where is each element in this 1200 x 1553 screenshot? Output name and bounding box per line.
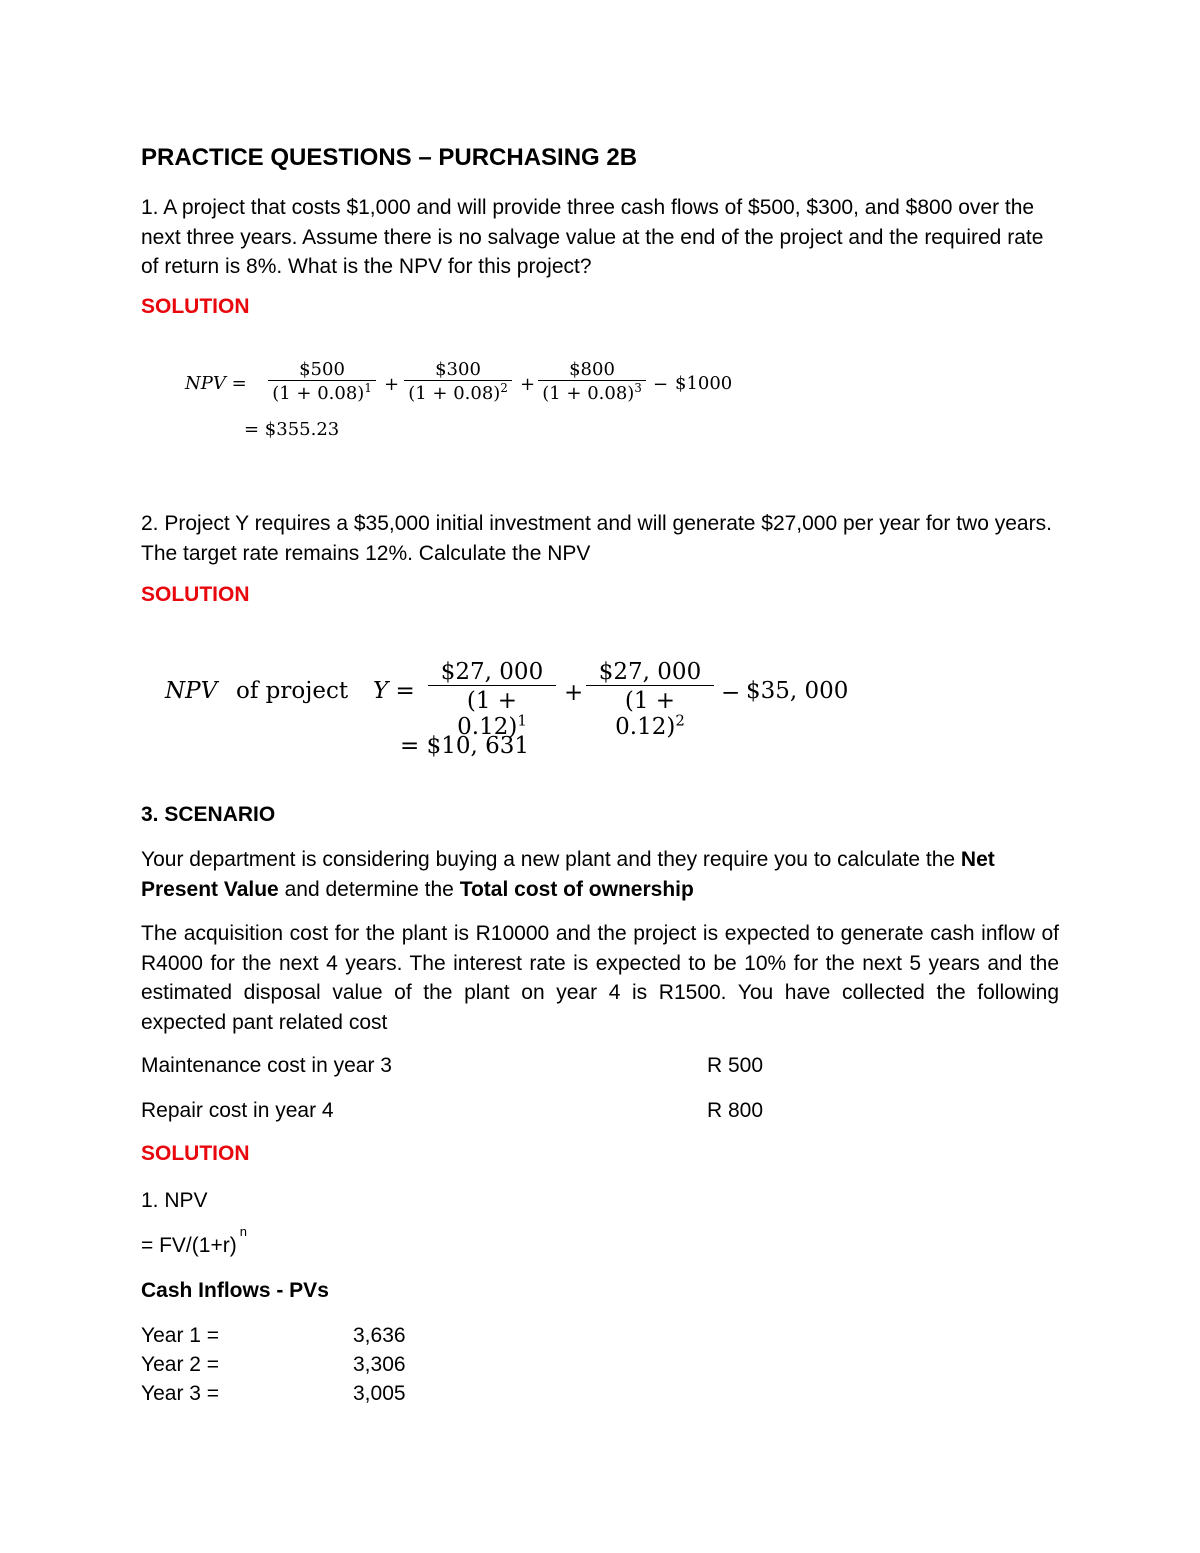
cost-value-maintenance: R 500: [707, 1054, 764, 1077]
q3-npv-formula: [141, 1224, 247, 1260]
q2-plus: +: [564, 680, 584, 706]
q1-den-2-base: (1 + 0.08): [408, 383, 501, 404]
q3-npv-item: 1. NPV: [141, 1189, 208, 1212]
page-title: PRACTICE QUESTIONS – PURCHASING 2B: [141, 144, 638, 171]
q1-formula-lhs: NPV =: [185, 373, 247, 394]
q3-intro-tco: Total cost of ownership: [459, 877, 694, 901]
q1-result: = $355.23: [244, 419, 340, 440]
q1-fraction-1: [268, 359, 376, 404]
q1-den-3-base: (1 + 0.08): [542, 383, 635, 404]
q2-num-2: $27, 000: [598, 659, 702, 685]
q3-solution-label: SOLUTION: [141, 1142, 250, 1165]
q3-npv-formula-exp: n: [239, 1224, 247, 1239]
q1-plus-2: +: [520, 374, 536, 395]
q2-formula-lhs-text: of project: [236, 678, 349, 704]
q1-den-2-exp: 2: [500, 381, 508, 395]
q2-formula-lhs-npv: NPV: [165, 678, 218, 704]
question-1-text: 1. A project that costs $1,000 and will provide three cash flows of $500, $300, and $800 over the next three years. Assume there is no salvage value at the end of the project and the required rate of return is 8%. What is the NPV for this project?: [141, 196, 1044, 278]
q1-den-2: [404, 380, 512, 404]
q1-plus-1: +: [384, 374, 400, 395]
q1-minus: −: [653, 374, 669, 395]
q2-cost: $35, 000: [746, 678, 849, 704]
q1-fraction-3: [538, 359, 646, 404]
cash-inflows-heading: Cash Inflows - PVs: [141, 1279, 329, 1302]
q1-num-1: $500: [299, 359, 345, 380]
q1-den-1: [268, 380, 376, 404]
inflow-value-year-3: 3,005: [353, 1382, 406, 1405]
q3-intro-mid: and determine the: [278, 877, 460, 901]
cost-label-maintenance: Maintenance cost in year 3: [141, 1054, 392, 1077]
q1-cost: $1000: [675, 373, 733, 394]
q1-num-2: $300: [435, 359, 481, 380]
q3-heading: 3. SCENARIO: [141, 803, 276, 826]
q1-den-3-exp: 3: [634, 381, 642, 395]
q1-solution-label: SOLUTION: [141, 295, 250, 318]
q2-den-1-exp: 1: [517, 711, 527, 730]
q2-fraction-2: [586, 659, 714, 740]
q2-den-1-base: (1 + 0.12): [457, 688, 518, 740]
q3-npv-formula-text: = FV/(1+r): [141, 1234, 237, 1257]
q2-minus: −: [721, 680, 741, 706]
q2-den-1: [428, 685, 556, 740]
inflow-label-year-3: Year 3 =: [141, 1382, 220, 1405]
inflow-label-year-2: Year 2 =: [141, 1353, 220, 1376]
cost-label-repair: Repair cost in year 4: [141, 1099, 334, 1122]
cost-value-repair: R 800: [707, 1099, 764, 1122]
q3-paragraph: The acquisition cost for the plant is R10000 and the project is expected to generate cash inflow of R4000 for the next 4 years. The interest rate is expected to be 10% for the next 5 years and the estimated disposal value of the plant on year 4 is R1500. You have collected the following expected pant related cost: [141, 922, 1059, 1034]
q2-num-1: $27, 000: [440, 659, 544, 685]
q2-formula-lhs-y-text: Y =: [373, 678, 415, 704]
q2-formula-lhs-y: [373, 678, 415, 704]
q1-num-3: $800: [569, 359, 615, 380]
q2-solution-label: SOLUTION: [141, 583, 250, 606]
q2-result: = $10, 631: [400, 733, 530, 759]
inflow-value-year-2: 3,306: [353, 1353, 406, 1376]
q1-den-1-exp: 1: [364, 381, 372, 395]
q2-fraction-1: [428, 659, 556, 740]
q3-intro-npv: Net Present Value: [141, 848, 995, 901]
q2-den-2: [586, 685, 714, 740]
q1-den-1-base: (1 + 0.08): [272, 383, 365, 404]
q3-intro: [141, 845, 1059, 904]
inflow-value-year-1: 3,636: [353, 1324, 406, 1347]
question-2-text: 2. Project Y requires a $35,000 initial investment and will generate $27,000 per year for two years. The target rate remains 12%. Calculate the NPV: [141, 512, 1052, 565]
q1-den-3: [538, 380, 646, 404]
q1-fraction-2: [404, 359, 512, 404]
inflow-label-year-1: Year 1 =: [141, 1324, 220, 1347]
q2-den-2-base: (1 + 0.12): [615, 688, 676, 740]
q3-intro-pre: Your department is considering buying a new plant and they require you to calculate the: [141, 848, 961, 871]
q2-den-2-exp: 2: [675, 711, 685, 730]
